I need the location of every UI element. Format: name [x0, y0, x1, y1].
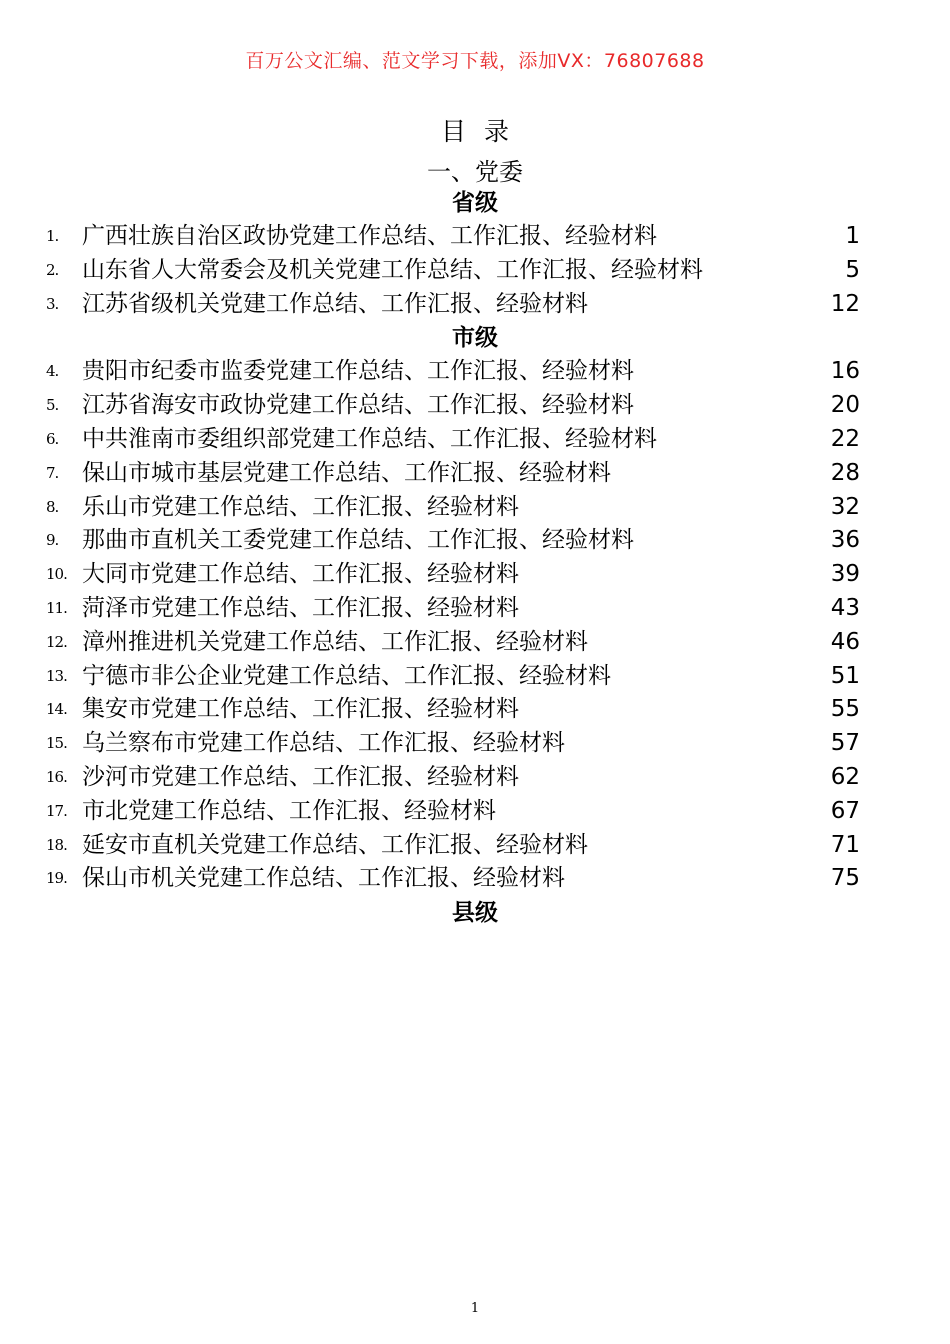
entry-page: 32: [830, 493, 860, 520]
entry-number: 9.: [46, 531, 59, 550]
entry-title: 山东省人大常委会及机关党建工作总结、工作汇报、经验材料: [82, 256, 703, 283]
entry-number: 4.: [46, 362, 59, 381]
entry-page: 1: [845, 223, 860, 249]
toc-entry[interactable]: [0, 254, 950, 288]
entry-number: 1.: [46, 227, 59, 245]
entry-title: 乐山市党建工作总结、工作汇报、经验材料: [82, 493, 519, 520]
entry-title: 集安市党建工作总结、工作汇报、经验材料: [82, 696, 519, 723]
entry-number: 3.: [46, 294, 59, 313]
entry-number: 16.: [46, 767, 67, 786]
toc-entry[interactable]: [0, 795, 950, 829]
toc-entry[interactable]: [0, 288, 950, 322]
toc-entry[interactable]: [0, 592, 950, 626]
page-title: 目 录: [441, 117, 509, 146]
entry-page: 62: [830, 763, 860, 790]
entry-title: 乌兰察布市党建工作总结、工作汇报、经验材料: [82, 730, 565, 757]
entry-page: 28: [830, 459, 860, 486]
entry-title: 宁德市非公企业党建工作总结、工作汇报、经验材料: [82, 662, 611, 689]
entry-page: 55: [830, 696, 860, 723]
entry-page: 71: [830, 831, 860, 858]
table-of-contents: [0, 186, 950, 930]
entry-title: 菏泽市党建工作总结、工作汇报、经验材料: [82, 594, 519, 621]
entry-title: 漳州推进机关党建工作总结、工作汇报、经验材料: [82, 628, 588, 655]
group-label-county: 县级: [452, 900, 498, 927]
entry-page: 57: [830, 730, 860, 757]
entry-title: 江苏省海安市政协党建工作总结、工作汇报、经验材料: [82, 392, 634, 419]
toc-entry[interactable]: [0, 457, 950, 491]
entry-title: 江苏省级机关党建工作总结、工作汇报、经验材料: [82, 290, 588, 317]
entry-number: 6.: [46, 429, 59, 448]
toc-entry[interactable]: [0, 727, 950, 761]
entry-title: 延安市直机关党建工作总结、工作汇报、经验材料: [82, 831, 588, 858]
entry-page: 36: [830, 527, 860, 554]
entry-number: 8.: [46, 497, 59, 516]
entry-title: 大同市党建工作总结、工作汇报、经验材料: [82, 561, 519, 588]
toc-entry[interactable]: [0, 355, 950, 389]
entry-page: 75: [830, 865, 860, 892]
entry-title: 保山市城市基层党建工作总结、工作汇报、经验材料: [82, 459, 611, 486]
entry-title: 市北党建工作总结、工作汇报、经验材料: [82, 797, 496, 824]
entry-title: 沙河市党建工作总结、工作汇报、经验材料: [82, 763, 519, 790]
entry-page: 43: [830, 594, 860, 621]
page-number: 1: [470, 1301, 480, 1316]
group-label-city: 市级: [452, 325, 498, 352]
entry-number: 14.: [46, 700, 67, 719]
entry-page: 67: [830, 797, 860, 824]
toc-entry[interactable]: [0, 524, 950, 558]
toc-entry[interactable]: [0, 626, 950, 660]
entry-page: 20: [830, 392, 860, 419]
entry-page: 5: [845, 256, 860, 283]
toc-entry[interactable]: [0, 220, 950, 254]
entry-number: 2.: [46, 260, 59, 279]
toc-entry[interactable]: [0, 761, 950, 795]
entry-number: 18.: [46, 835, 67, 854]
toc-entry[interactable]: [0, 423, 950, 457]
toc-entry[interactable]: [0, 829, 950, 863]
toc-entry[interactable]: [0, 389, 950, 423]
entry-number: 17.: [46, 801, 67, 820]
entry-title: 广西壮族自治区政协党建工作总结、工作汇报、经验材料: [82, 223, 657, 249]
toc-entry[interactable]: [0, 862, 950, 896]
entry-number: 15.: [46, 734, 67, 753]
entry-number: 7.: [46, 463, 59, 482]
entry-title: 贵阳市纪委市监委党建工作总结、工作汇报、经验材料: [82, 358, 634, 385]
toc-entry[interactable]: [0, 693, 950, 727]
entry-number: 5.: [46, 396, 59, 415]
section-heading: 一、党委: [427, 158, 523, 186]
entry-title: 那曲市直机关工委党建工作总结、工作汇报、经验材料: [82, 527, 634, 554]
toc-entry[interactable]: [0, 491, 950, 525]
entry-title: 中共淮南市委组织部党建工作总结、工作汇报、经验材料: [82, 425, 657, 452]
watermark-header: 百万公文汇编、范文学习下载，添加VX：76807688: [245, 50, 705, 72]
entry-page: 46: [830, 628, 860, 655]
entry-number: 19.: [46, 869, 67, 888]
entry-number: 11.: [46, 598, 67, 617]
entry-title: 保山市机关党建工作总结、工作汇报、经验材料: [82, 865, 565, 892]
entry-page: 51: [830, 662, 860, 689]
group-label-provincial: 省级: [452, 190, 498, 216]
entry-number: 13.: [46, 666, 67, 685]
entry-number: 10.: [46, 565, 67, 584]
entry-page: 22: [830, 425, 860, 452]
toc-entry[interactable]: [0, 660, 950, 694]
entry-page: 39: [830, 561, 860, 588]
entry-number: 12.: [46, 632, 67, 651]
entry-page: 16: [830, 358, 860, 385]
entry-page: 12: [830, 290, 860, 317]
toc-entry[interactable]: [0, 558, 950, 592]
